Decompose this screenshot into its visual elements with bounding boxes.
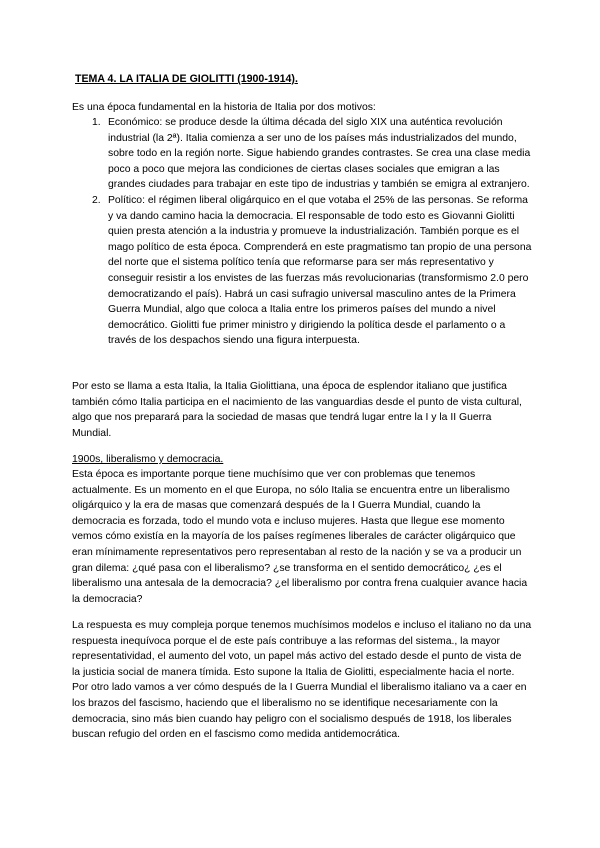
intro-text: Es una época fundamental en la historia de Italia por dos motivos: <box>72 102 376 113</box>
section-heading: 1900s, liberalismo y democracia. <box>72 454 224 465</box>
paragraph-giolittian-italy: Por esto se llama a esta Italia, la Italia Giolittiana, una época de esplendor italiano que justifica también cómo Italia participa en el nacimiento de las vanguardias desde el punto de vista cultural, algo que nos preparará para la sociedad de masas que tendrá lugar entre la I y la II Guerra Mundial. <box>72 381 522 439</box>
list-item-number: 1. <box>92 117 101 128</box>
paragraph-liberalism: Esta época es importante porque tiene muchísimo que ver con problemas que tenemos actualmente. Es un momento en el que Europa, no sólo Italia se encuentra entre un liberalismo oligárquico y la era de masas que comenzará después de la I Guerra Mundial, cuando la democracia es forzada, todo el mundo vota e incluso mujeres. Hasta que llegue ese momento vemos cómo existía en la mayoría de los países regímenes liberales de carácter oligárquico que eran mínimamente representativos pero representaban al resto de la nación y se va a producir un gran dilema: ¿qué pasa con el liberalismo? ¿se transforma en el sentido democrático¿ ¿es el liberalismo una antesala de la democracia? ¿el liberalismo por contra frena cualquier avance hacia la democracia? <box>72 469 528 605</box>
list-item-text: Político: el régimen liberal oligárquico en el que votaba el 25% de las personas. Se reforma y va dando camino hacia la democracia. El responsable de todo esto es Giovanni Giolitti quien presta atención a la industria y promueve la industrialización. También porque es el mago político de esta época. Comprenderá en este pragmatismo tan propio de una persona del norte que el sistema político tenía que reformarse para ser más representativo y conseguir resistir a los envistes de las fuerzas más revolucionarias (transformismo 2.0 pero democratizando el país). Habrá un casi sufragio universal masculino antes de la Primera Guerra Mundial, algo que coloca a Italia entre los primeros países del mundo a nivel democrático. Giolitti fue primer ministro y dirigiendo la política desde el parlamento o a través de los despachos siendo una figura interpuesta. <box>108 194 532 347</box>
document-title: TEMA 4. LA ITALIA DE GIOLITTI (1900-1914). <box>75 73 298 85</box>
list-item-number: 2. <box>92 194 101 206</box>
motives-list <box>72 115 532 349</box>
list-item-text: Económico: se produce desde la última década del siglo XIX una auténtica revolución industrial (la 2ª). Italia comienza a ser uno de los países más industrializados del mundo, sobre todo en la región norte. Sigue habiendo grandes contrastes. Se crea una clase media poco a poco que mejora las condiciones de ciertas clases sociales que emigran a las grandes ciudades para trabajar en este tipo de industrias y también se emigra al extranjero. <box>108 117 531 191</box>
list-item <box>72 115 532 193</box>
paragraph-response: La respuesta es muy compleja porque tenemos muchísimos modelos e incluso el italiano no da una respuesta inequívoca porque el de este país contribuye a las reformas del sistema., la mayor representatividad, el aumento del voto, un papel más activo del estado desde el punto de vista de la justicia social de manera tímida. Esto supone la Italia de Giolitti, especialmente hacia el norte. Por otro lado vamos a ver cómo después de la I Guerra Mundial el liberalismo italiano va a caer en los brazos del fascismo, haciendo que el liberalismo no se identifique necesariamente con la democracia, sino más bien cuando hay peligro con el socialismo después de 1918, los liberales buscan refugio del orden en el fascismo como medida antidemocrática. <box>72 620 532 741</box>
list-item <box>72 193 532 349</box>
